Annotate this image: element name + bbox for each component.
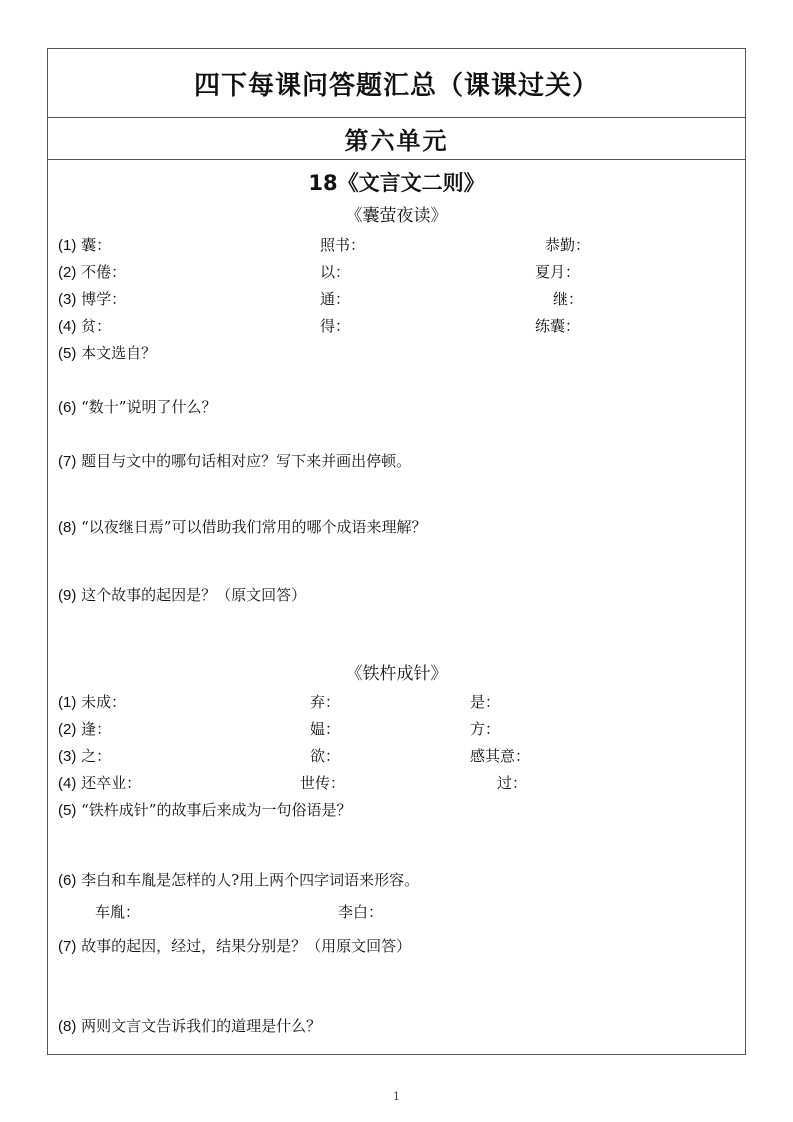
s1-vocab-1-b: 照书： <box>320 236 366 254</box>
s1-question-7: (7) 题目与文中的哪句话相对应？写下来并画出停顿。 <box>58 452 412 470</box>
lesson-title: 18《文言文二则》 <box>308 171 485 195</box>
document-title: 四下每课问答题汇总（课课过关） <box>193 70 599 101</box>
unit-heading: 第六单元 <box>344 126 449 155</box>
s2-question-7: (7) 故事的起因，经过，结果分别是？（用原文回答） <box>58 937 412 955</box>
s2-q6-answer-libai: 李白： <box>338 903 384 921</box>
s1-vocab-4-a: (4) 贫： <box>58 317 112 335</box>
s2-vocab-1-a: (1) 未成： <box>58 693 127 711</box>
s1-vocab-2-b: 以： <box>320 263 351 281</box>
title-row <box>48 49 745 118</box>
s2-vocab-2-b: 媪： <box>310 720 341 738</box>
section2-title: 《铁杵成针》 <box>345 664 448 684</box>
page-number: 1 <box>393 1090 400 1103</box>
s2-vocab-4-c: 过： <box>497 774 528 792</box>
s2-question-6: (6) 李白和车胤是怎样的人?用上两个四字词语来形容。 <box>58 871 420 889</box>
s2-vocab-3-b: 欲： <box>310 747 341 765</box>
s1-vocab-2-a: (2) 不倦： <box>58 263 127 281</box>
s1-question-8: (8) “以夜继日焉”可以借助我们常用的哪个成语来理解？ <box>58 518 427 536</box>
s1-vocab-1-a: (1) 囊： <box>58 236 112 254</box>
s1-vocab-4-b: 得： <box>320 317 351 335</box>
s2-question-5: (5) “铁杵成针”的故事后来成为一句俗语是？ <box>58 801 352 819</box>
s2-vocab-3-c: 感其意： <box>470 747 531 765</box>
s1-vocab-1-c: 恭勤： <box>545 236 591 254</box>
s2-vocab-3-a: (3) 之： <box>58 747 112 765</box>
s1-vocab-3-c: 继： <box>553 290 584 308</box>
s1-vocab-3-a: (3) 博学： <box>58 290 127 308</box>
s1-question-6: (6) “数十”说明了什么？ <box>58 398 217 416</box>
s1-vocab-2-c: 夏月： <box>535 263 581 281</box>
s2-vocab-4-a: (4) 还卒业： <box>58 774 142 792</box>
s2-vocab-4-b: 世传： <box>300 774 346 792</box>
s2-vocab-2-c: 方： <box>470 720 501 738</box>
s1-question-5: (5) 本文选自？ <box>58 344 157 362</box>
section1-title: 《囊萤夜读》 <box>345 206 448 226</box>
s2-vocab-1-c: 是： <box>470 693 501 711</box>
s2-vocab-2-a: (2) 逢： <box>58 720 112 738</box>
s2-question-8: (8) 两则文言文告诉我们的道理是什么？ <box>58 1017 322 1035</box>
worksheet-frame <box>47 48 746 1055</box>
s1-vocab-3-b: 通： <box>320 290 351 308</box>
s1-vocab-4-c: 练囊： <box>535 317 581 335</box>
unit-row <box>48 118 745 160</box>
s2-q6-answer-chexu: 车胤： <box>95 903 141 921</box>
s1-question-9: (9) 这个故事的起因是？（原文回答） <box>58 586 307 604</box>
s2-vocab-1-b: 弃： <box>310 693 341 711</box>
